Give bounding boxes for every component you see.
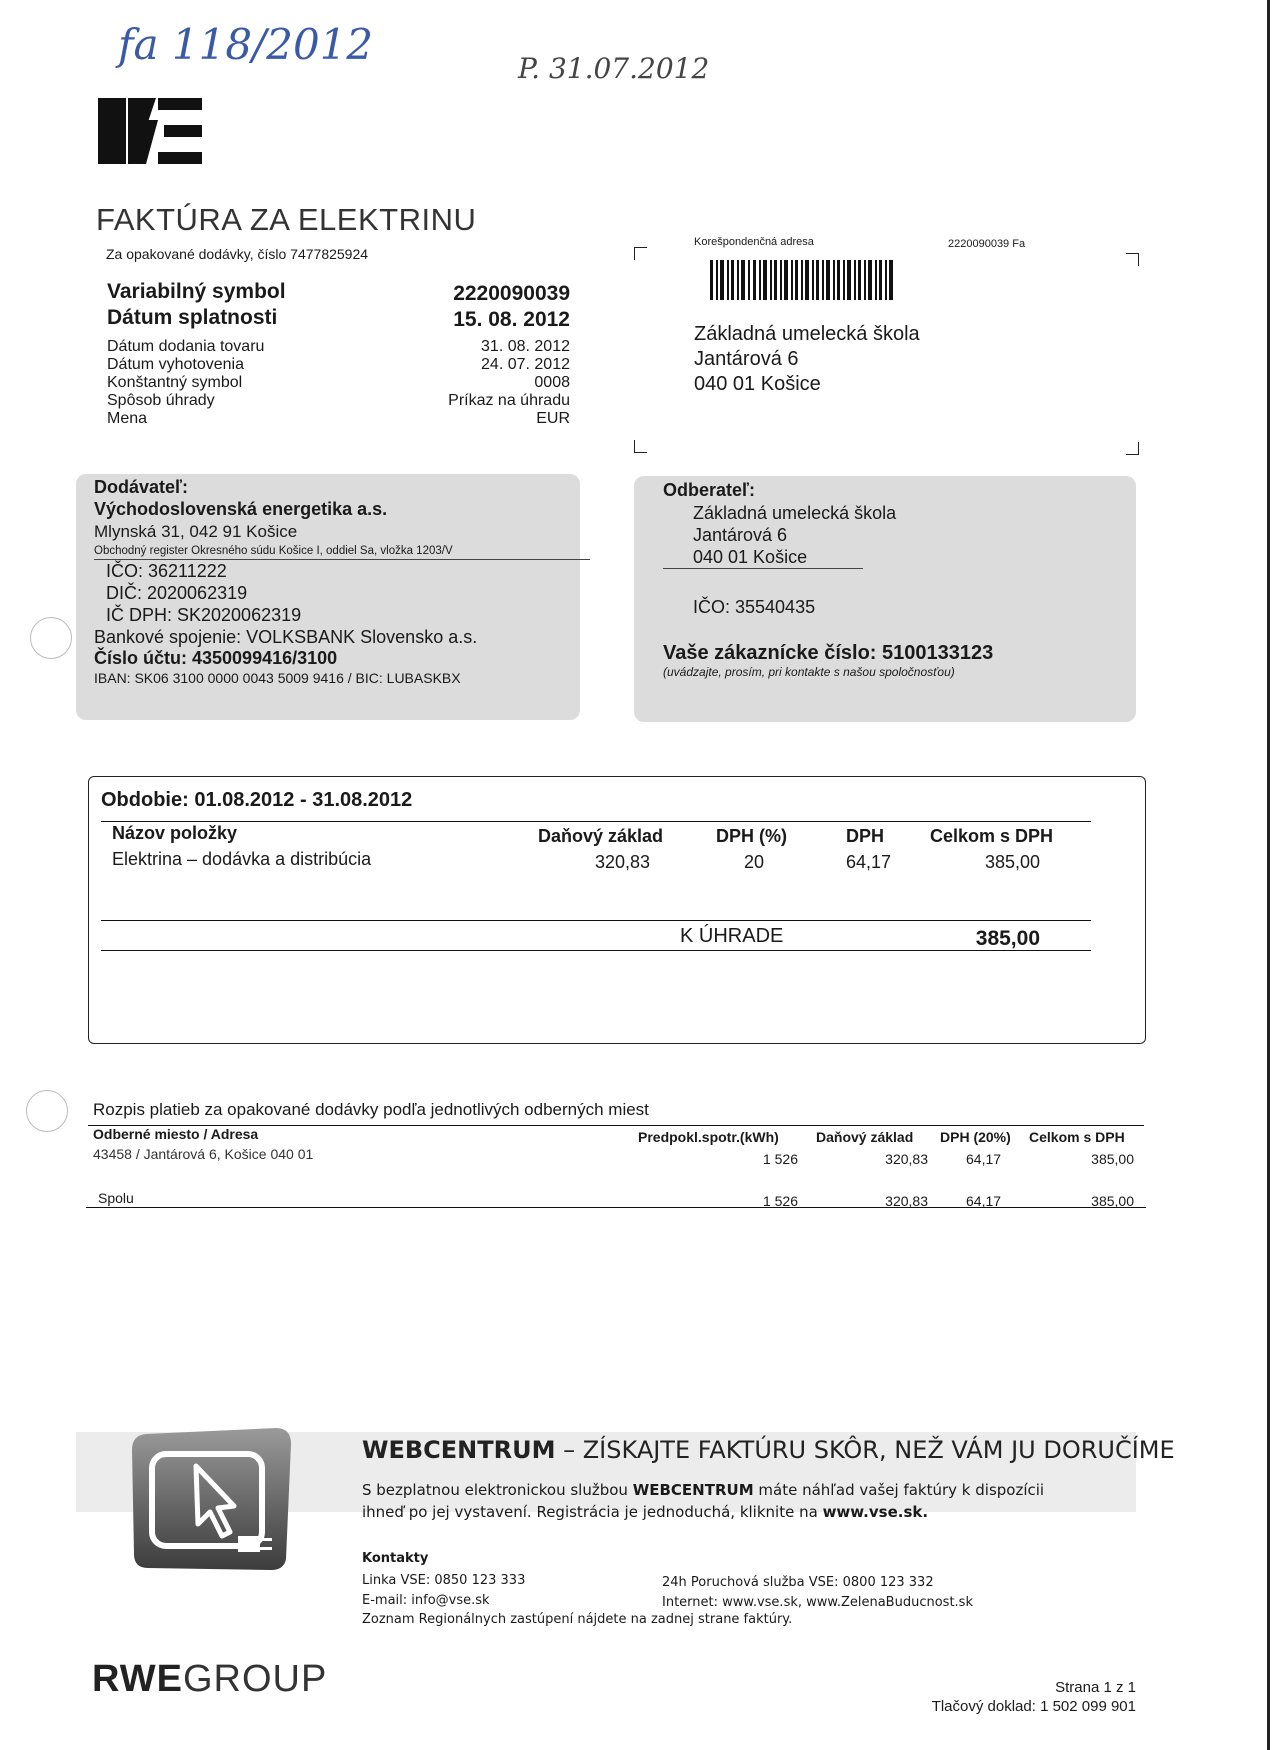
- customer-ico: IČO: 35540435: [693, 597, 816, 617]
- webcentrum-text-bold: WEBCENTRUM: [632, 1481, 754, 1499]
- detail-value: Príkaz na úhradu: [448, 392, 570, 409]
- window-corner: [634, 247, 647, 260]
- webcentrum-text: [362, 1479, 1122, 1523]
- customer-block: [663, 478, 1133, 679]
- webcentrum-heading-rest: – ZÍSKAJTE FAKTÚRU SKÔR, NEŽ VÁM JU DORUČÍME: [555, 1436, 1175, 1464]
- supplier-name: Východoslovenská energetika a.s.: [94, 499, 388, 519]
- breakdown-header-consumption: Predpokl.spotr.(kWh): [638, 1129, 779, 1145]
- contacts-left: [362, 1571, 525, 1611]
- billing-header-item: Názov položky: [112, 823, 238, 843]
- detail-label: Spôsob úhrady: [107, 392, 215, 409]
- breakdown-total-base: 320,83: [885, 1193, 928, 1209]
- variable-symbol-label: Variabilný symbol: [107, 280, 286, 303]
- address-line: 040 01 Košice: [694, 373, 821, 395]
- address-line: 040 01 Košice: [663, 546, 863, 569]
- detail-value: 0008: [534, 374, 570, 391]
- detail-value: 31. 08. 2012: [481, 338, 570, 355]
- supplier-icdph: IČ DPH: SK2020062319: [106, 605, 302, 625]
- breakdown-row-address: 43458 / Jantárová 6, Košice 040 01: [93, 1146, 314, 1162]
- due-date-value: 15. 08. 2012: [453, 308, 570, 331]
- breakdown-title: Rozpis platieb za opakované dodávky podľa jednotlivých odberných miest: [93, 1100, 649, 1119]
- webcentrum-icon: [126, 1424, 296, 1574]
- punch-hole: [30, 617, 72, 659]
- scan-edge: [1267, 0, 1270, 1750]
- correspondence-ref: 2220090039 Fa: [948, 238, 1026, 250]
- breakdown-total-vat: 64,17: [966, 1193, 1002, 1209]
- detail-label: Dátum dodania tovaru: [107, 338, 265, 355]
- invoice-details: [107, 338, 570, 428]
- address-line: Jantárová 6: [694, 348, 799, 370]
- billing-item-name: Elektrina – dodávka a distribúcia: [112, 849, 372, 869]
- contact-line: 24h Poruchová služba VSE: 0800 123 332: [662, 1575, 934, 1590]
- supplier-block: [94, 476, 580, 687]
- billing-rule: [101, 950, 1091, 951]
- address-line: Základná umelecká škola: [694, 323, 920, 345]
- billing-item-vat: 64,17: [846, 852, 892, 872]
- print-document: Tlačový doklad: 1 502 099 901: [931, 1698, 1136, 1715]
- variable-symbol-value: 2220090039: [453, 282, 570, 305]
- window-corner: [1126, 253, 1139, 266]
- contact-line: Linka VSE: 0850 123 333: [362, 1573, 526, 1588]
- breakdown-header-address: Odberné miesto / Adresa: [93, 1126, 259, 1142]
- billing-header-vat: DPH: [846, 826, 885, 846]
- detail-row: [107, 410, 570, 428]
- billing-header-vat-pct: DPH (%): [716, 826, 787, 846]
- supplier-ids: [94, 560, 580, 626]
- contacts-right: [662, 1573, 973, 1613]
- breakdown-header-vat: DPH (20%): [940, 1129, 1011, 1145]
- supplier-ico: IČO: 36211222: [106, 561, 227, 581]
- detail-value: EUR: [536, 410, 570, 427]
- billing-item-base: 320,83: [594, 852, 650, 872]
- due-date-label: Dátum splatnosti: [107, 306, 278, 329]
- breakdown-row-base: 320,83: [885, 1151, 928, 1167]
- supplier-account: Číslo účtu: 4350099416/3100: [94, 648, 338, 668]
- barcode: [710, 260, 895, 305]
- breakdown-header-total: Celkom s DPH: [1029, 1129, 1125, 1145]
- webcentrum-text-part: S bezplatnou elektronickou službou: [362, 1481, 633, 1499]
- webcentrum-text-part: ihneď po jej vystavení. Registrácia je jednoduchá, kliknite na: [362, 1503, 823, 1521]
- address-line: Základná umelecká škola: [693, 503, 897, 523]
- billing-header-base: Daňový základ: [538, 826, 664, 846]
- breakdown-total-consumption: 1 526: [762, 1193, 798, 1209]
- window-corner: [634, 440, 647, 453]
- breakdown-row-total: 385,00: [1091, 1151, 1134, 1167]
- webcentrum-text-part: máte náhľad vašej faktúry k dispozícii: [753, 1481, 1045, 1499]
- supplier-bank: Bankové spojenie: VOLKSBANK Slovensko a.s.: [94, 627, 478, 647]
- detail-row: [107, 392, 570, 410]
- billing-box: [88, 776, 1146, 1044]
- supplier-heading: Dodávateľ:: [94, 477, 188, 497]
- contact-line[interactable]: Internet: www.vse.sk, www.ZelenaBuducnost.sk: [662, 1595, 973, 1610]
- supplier-iban: IBAN: SK06 3100 0000 0043 5009 9416 / BIC: LUBASKBX: [94, 670, 461, 686]
- handwritten-payment-note: P. 31.07.2012: [518, 52, 710, 85]
- correspondence-address: [694, 322, 920, 397]
- correspondence-label: Korešpondenčná adresa: [694, 236, 814, 248]
- breakdown-rule: [86, 1207, 1146, 1208]
- vse-logo: [98, 98, 202, 164]
- rwe-logo: [92, 1658, 327, 1701]
- webcentrum-heading: [362, 1436, 1175, 1464]
- contact-line[interactable]: E-mail: info@vse.sk: [362, 1593, 490, 1608]
- breakdown-total-label: Spolu: [98, 1190, 134, 1206]
- detail-row: [107, 356, 570, 374]
- billing-item-total: 385,00: [984, 852, 1040, 872]
- detail-label: Dátum vyhotovenia: [107, 356, 244, 373]
- detail-row: [107, 374, 570, 392]
- page-number: Strana 1 z 1: [1055, 1679, 1136, 1696]
- supplier-dic: DIČ: 2020062319: [106, 583, 248, 603]
- contacts-heading: Kontakty: [362, 1551, 429, 1566]
- window-corner: [1126, 442, 1139, 455]
- regional-note: Zoznam Regionálnych zastúpení nájdete na zadnej strane faktúry.: [362, 1612, 793, 1627]
- customer-address: [663, 502, 1133, 569]
- punch-hole: [26, 1090, 68, 1132]
- rwe-logo-bold: RWE: [92, 1658, 183, 1700]
- webcentrum-link[interactable]: www.vse.sk.: [822, 1503, 929, 1521]
- supplier-register: Obchodný register Okresného súdu Košice I, oddiel Sa, vložka 1203/V: [94, 543, 590, 560]
- rwe-logo-rest: GROUP: [182, 1658, 328, 1700]
- billing-period-title: Obdobie: 01.08.2012 - 31.08.2012: [101, 789, 413, 811]
- breakdown-row-consumption: 1 526: [762, 1151, 798, 1167]
- billing-header-total: Celkom s DPH: [930, 826, 1054, 846]
- webcentrum-heading-bold: WEBCENTRUM: [362, 1436, 556, 1464]
- breakdown-row-vat: 64,17: [966, 1151, 1002, 1167]
- invoice-subtitle: Za opakované dodávky, číslo 7477825924: [106, 246, 369, 262]
- detail-label: Mena: [107, 410, 148, 427]
- amount-due-label: K ÚHRADE: [680, 925, 784, 947]
- billing-item-vat-pct: 20: [744, 852, 765, 872]
- customer-note: (uvádzajte, prosím, pri kontakte s našou spoločnosťou): [663, 665, 955, 679]
- invoice-title: FAKTÚRA ZA ELEKTRINU: [96, 202, 477, 237]
- breakdown-total-total: 385,00: [1091, 1193, 1134, 1209]
- detail-label: Konštantný symbol: [107, 374, 243, 391]
- customer-heading: Odberateľ:: [663, 480, 755, 500]
- supplier-address: Mlynská 31, 042 91 Košice: [94, 522, 298, 541]
- breakdown-header-base: Daňový základ: [816, 1129, 914, 1145]
- customer-number: Vaše zákaznícke číslo: 5100133123: [663, 642, 994, 664]
- address-line: Jantárová 6: [693, 525, 788, 545]
- billing-rule: [101, 821, 1091, 822]
- detail-row: [107, 338, 570, 356]
- detail-value: 24. 07. 2012: [481, 356, 570, 373]
- billing-rule: [101, 920, 1091, 921]
- handwritten-reference: fa 118/2012: [118, 20, 374, 69]
- amount-due-value: 385,00: [975, 927, 1040, 950]
